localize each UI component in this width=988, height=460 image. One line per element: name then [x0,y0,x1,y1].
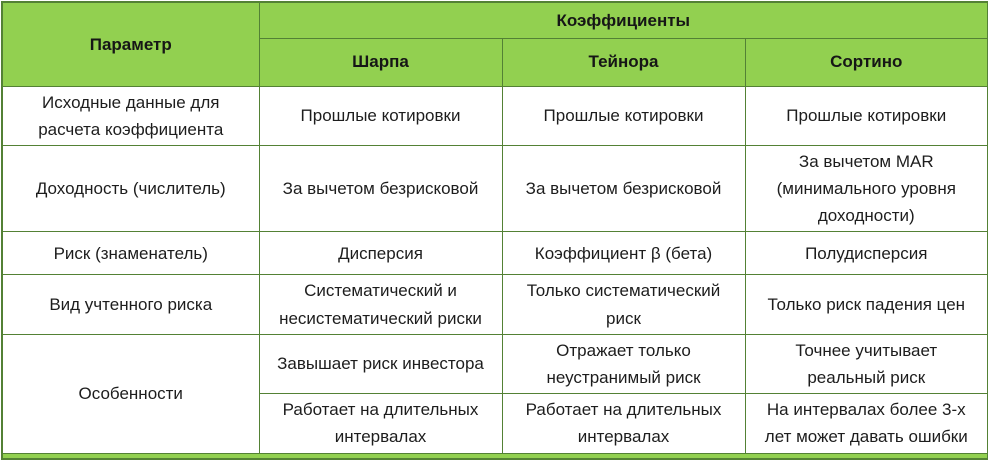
table-row-source-data [2,86,988,145]
table-cell: За вычетом MAR (минимального уровня доходности) [745,145,988,232]
row-header-features: Особенности [2,334,259,453]
comparison-table-container [1,1,987,447]
table-cell: Работает на длительных интервалах [259,394,502,453]
table-cell: Работает на длительных интервалах [502,394,745,453]
row-header-risk-kind: Вид учтенного риска [2,275,259,334]
row-header-return: Доходность (числитель) [2,145,259,232]
table-cell: Прошлые котировки [745,86,988,145]
column-header-sortino: Сортино [745,38,988,86]
table-footer-bar-row [2,453,988,459]
table-cell: Прошлые котировки [259,86,502,145]
table-row-return-numerator [2,145,988,232]
table-cell: Точнее учитывает реальный риск [745,334,988,393]
table-row-features-1 [2,334,988,393]
table-cell: Только риск падения цен [745,275,988,334]
row-header-source-data: Исходные данные для расчета коэффициента [2,86,259,145]
table-cell: Полудисперсия [745,232,988,275]
table-cell: Только систематический риск [502,275,745,334]
table-row-risk-kind [2,275,988,334]
footer-green-bar [2,453,988,459]
column-header-treynor: Тейнора [502,38,745,86]
table-cell: Завышает риск инвестора [259,334,502,393]
table-row-risk-denominator [2,232,988,275]
table-cell: Систематический и несистематический риски [259,275,502,334]
row-header-risk: Риск (знаменатель) [2,232,259,275]
table-cell: Отражает только неустранимый риск [502,334,745,393]
table-cell: За вычетом безрисковой [259,145,502,232]
column-header-sharpe: Шарпа [259,38,502,86]
table-cell: За вычетом безрисковой [502,145,745,232]
column-header-parameter: Параметр [2,2,259,86]
table-cell: Коэффициент β (бета) [502,232,745,275]
table-cell: Дисперсия [259,232,502,275]
coefficients-comparison-table [1,1,988,460]
table-cell: На интервалах более 3-х лет может давать ошибки [745,394,988,453]
table-cell: Прошлые котировки [502,86,745,145]
column-group-header-coefficients: Коэффициенты [259,2,988,38]
